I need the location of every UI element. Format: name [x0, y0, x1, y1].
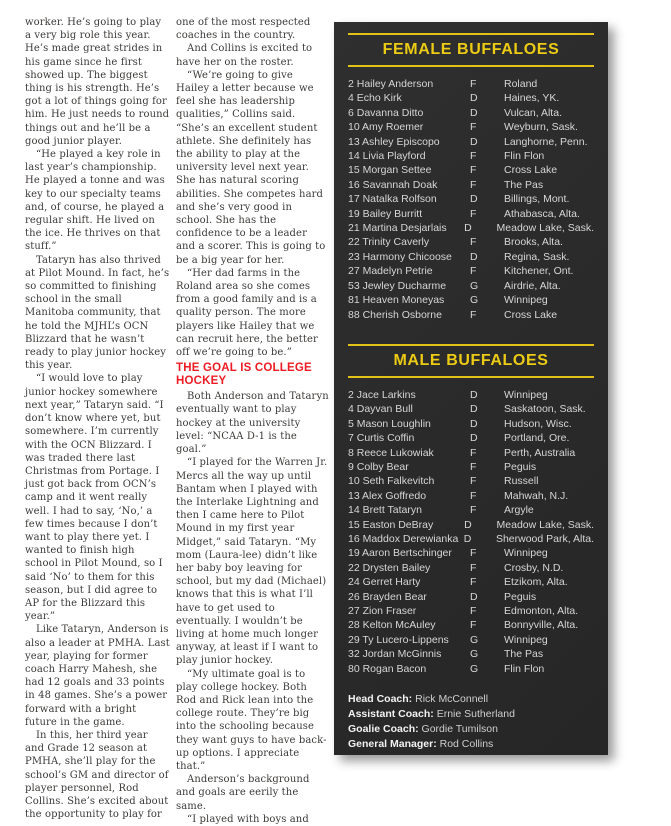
player-hometown: Peguis	[504, 460, 537, 473]
player-number-name: 14 Brett Tataryn	[348, 504, 422, 517]
player-number-name: 16 Savannah Doak	[348, 178, 438, 191]
roster-row	[348, 460, 594, 474]
player-position: F	[470, 207, 477, 220]
player-position: F	[470, 121, 477, 134]
roster-row	[348, 163, 594, 177]
player-number-name: 27 Madelyn Petrie	[348, 265, 433, 278]
player-number-name: 8 Reece Lukowiak	[348, 446, 434, 459]
roster-row	[348, 402, 594, 416]
roster-row	[348, 77, 594, 91]
player-position: D	[470, 106, 478, 119]
player-hometown: Winnipeg	[504, 294, 548, 307]
player-hometown: Peguis	[504, 590, 537, 603]
player-position: D	[470, 135, 478, 148]
roster-row	[348, 575, 594, 589]
player-hometown: Portland, Ore.	[504, 432, 570, 445]
player-position: D	[470, 250, 478, 263]
roster-row	[348, 590, 594, 604]
player-position: F	[470, 308, 477, 321]
player-hometown: Meadow Lake, Sask.	[496, 222, 594, 235]
player-number-name: 15 Easton DeBray	[348, 518, 434, 531]
roster-row	[348, 120, 594, 134]
player-number-name: 7 Curtis Coffin	[348, 432, 415, 445]
roster-row	[348, 91, 594, 105]
player-number-name: 80 Rogan Bacon	[348, 662, 427, 675]
article-paragraph: one of the most respected coaches in the country.	[176, 17, 311, 42]
player-hometown: Brooks, Alta.	[504, 236, 563, 249]
player-number-name: 16 Maddox Derewianka	[348, 532, 459, 545]
player-number-name: 22 Drysten Bailey	[348, 561, 431, 574]
roster-row	[348, 503, 594, 517]
player-hometown: Crosby, N.D.	[504, 561, 564, 574]
roster-row	[348, 250, 594, 264]
player-hometown: Saskatoon, Sask.	[504, 403, 586, 416]
article-paragraph: Like Tataryn, Anderson is also a leader at PMHA. Last year, playing for former coach Harry Mahesh, she had 12 goals and 33 points in 48 games. She’s a power forward with a bright future in the game.	[25, 624, 170, 728]
player-hometown: Russell	[504, 475, 539, 488]
player-position: D	[470, 92, 478, 105]
player-number-name: 24 Gerret Harty	[348, 576, 421, 589]
article-paragraph: And Collins is excited to have her on the roster.	[176, 43, 313, 68]
male-roster-list	[348, 388, 594, 676]
staff-name: Gordie Tumilson	[418, 723, 498, 736]
staff-line	[348, 692, 594, 707]
article-paragraph: “I played with boys and	[187, 813, 309, 825]
player-number-name: 13 Alex Goffredo	[348, 489, 427, 502]
staff-line	[348, 722, 594, 737]
roster-row	[348, 446, 594, 460]
player-position: F	[470, 446, 477, 459]
coaching-staff-list	[348, 692, 594, 752]
player-position: G	[470, 662, 479, 675]
player-position: D	[470, 590, 478, 603]
player-position: F	[470, 576, 477, 589]
roster-row	[348, 279, 594, 293]
player-position: D	[464, 518, 472, 531]
player-number-name: 14 Livia Playford	[348, 150, 426, 163]
article-paragraph: “Her dad farms in the Roland area so she comes from a good family and is a quality person. The more players like Hailey that we can recruit here, the better off we’re going to be.”	[176, 267, 318, 359]
player-number-name: 26 Brayden Bear	[348, 590, 427, 603]
player-number-name: 2 Hailey Anderson	[348, 78, 434, 90]
player-hometown: Sherwood Park, Alta.	[495, 532, 594, 545]
player-position: F	[470, 475, 477, 488]
player-position: F	[470, 265, 477, 278]
roster-row	[348, 308, 594, 322]
female-roster-title: FEMALE BUFFALOES	[382, 41, 560, 58]
divider-rule	[348, 376, 594, 378]
roster-row	[348, 192, 594, 206]
player-number-name: 13 Ashley Episcopo	[348, 135, 440, 148]
player-hometown: The Pas	[504, 178, 544, 191]
player-number-name: 19 Aaron Bertschinger	[348, 547, 452, 560]
player-position: D	[470, 417, 478, 430]
divider-rule	[348, 65, 594, 67]
roster-row	[348, 604, 594, 618]
roster-row	[348, 207, 594, 221]
roster-row	[348, 149, 594, 163]
player-number-name: 28 Kelton McAuley	[348, 619, 436, 632]
roster-row	[348, 633, 594, 647]
player-hometown: Hudson, Wisc.	[504, 417, 572, 430]
player-hometown: Vulcan, Alta.	[504, 106, 562, 119]
player-number-name: 81 Heaven Moneyas	[348, 294, 445, 307]
player-hometown: Winnipeg	[504, 388, 548, 401]
article-paragraph: Both Anderson and Tataryn eventually want to play hockey at the university level: “NCAA D-1 is the goal.”	[176, 391, 329, 456]
player-position: F	[470, 489, 477, 502]
roster-row	[348, 417, 594, 431]
staff-name: Ernie Sutherland	[433, 708, 515, 721]
player-number-name: 10 Amy Roemer	[348, 121, 424, 134]
player-number-name: 22 Trinity Caverly	[348, 236, 430, 249]
roster-row	[348, 474, 594, 488]
roster-row	[348, 532, 594, 546]
player-hometown: Langhorne, Penn.	[504, 135, 588, 148]
player-position: G	[470, 294, 479, 307]
player-hometown: Athabasca, Alta.	[504, 207, 580, 220]
player-position: F	[470, 619, 477, 632]
player-hometown: Weyburn, Sask.	[504, 121, 578, 134]
roster-row	[348, 518, 594, 532]
roster-row	[348, 546, 594, 560]
article-column-left	[25, 16, 170, 821]
player-hometown: Perth, Australia	[504, 446, 576, 459]
roster-row	[348, 561, 594, 575]
player-hometown: Meadow Lake, Sask.	[496, 518, 594, 531]
roster-row	[348, 293, 594, 307]
player-position: F	[470, 150, 477, 163]
roster-row	[348, 106, 594, 120]
player-hometown: Edmonton, Alta.	[504, 605, 579, 617]
player-hometown: Mahwah, N.J.	[504, 489, 569, 502]
player-position: F	[470, 178, 477, 191]
player-hometown: Billings, Mont.	[504, 193, 570, 206]
roster-row	[348, 135, 594, 149]
roster-row	[348, 489, 594, 503]
article-paragraph: In this, her third year and Grade 12 season at PMHA, she’ll play for the school’s GM and director of player personnel, Rod Collins. She’s excited about the opportunity to play for	[25, 729, 169, 821]
player-hometown: Argyle	[504, 504, 534, 517]
player-number-name: 88 Cherish Osborne	[348, 308, 442, 321]
roster-row	[348, 647, 594, 661]
player-number-name: 29 Ty Lucero-Lippens	[348, 633, 449, 646]
roster-row	[348, 388, 594, 402]
player-position: D	[470, 193, 478, 206]
player-hometown: The Pas	[504, 648, 544, 661]
player-hometown: Haines, YK.	[504, 92, 560, 105]
player-hometown: Etzikom, Alta.	[504, 576, 568, 589]
article-paragraph: “I would love to play junior hockey somewhere next year,” Tataryn said. “I don’t know where yet, but somewhere. I’m currently with the OCN Blizzard. I was traded there last Christmas from Portage. I just got back from OCN’s camp and it went really well. I had to say, ‘No,’ a few times because I don’t want to play there yet. I wanted to finish high school in Pilot Mound, so I said ‘No’ to them for this season, but I did agree to AP for the Blizzard this year.”	[25, 373, 164, 623]
staff-line	[348, 707, 594, 722]
player-position: F	[470, 605, 477, 617]
player-position: F	[470, 547, 477, 560]
player-hometown: Kitchener, Ont.	[504, 265, 574, 278]
player-number-name: 2 Jace Larkins	[348, 388, 416, 401]
player-position: F	[470, 460, 477, 473]
staff-name: Rick McConnell	[412, 693, 489, 706]
staff-line	[348, 737, 594, 752]
roster-panel	[334, 22, 608, 755]
player-hometown: Roland	[504, 78, 538, 90]
article-paragraph: “We’re going to give Hailey a letter because we feel she has leadership qualities,” Collins said. “She’s an excellent student athlete. She definitely has the ability to play at the university level next year. She has natural scoring abilities. She competes hard and she’s very good in school. She has the confidence to be a leader and a scorer. This is going to be a big year for her.	[176, 69, 326, 266]
player-hometown: Regina, Sask.	[504, 250, 570, 263]
female-roster-list	[348, 77, 594, 322]
section-heading-college-hockey: THE GOAL IS COLLEGE HOCKEY	[176, 362, 312, 388]
player-hometown: Flin Flon	[504, 662, 545, 675]
player-number-name: 21 Martina Desjarlais	[348, 222, 447, 235]
article-column-right	[176, 16, 329, 826]
player-number-name: 53 Jewley Ducharme	[348, 279, 447, 292]
player-position: D	[464, 222, 472, 235]
roster-row	[348, 662, 594, 676]
player-hometown: Cross Lake	[504, 164, 558, 177]
article-paragraph: Tataryn has also thrived at Pilot Mound. In fact, he’s so committed to finishing school in the small Manitoba community, that he told the MJHL’s OCN Blizzard that he wasn’t ready to play junior hockey this year.	[25, 254, 170, 372]
player-position: G	[470, 648, 479, 661]
player-position: F	[470, 236, 477, 249]
player-number-name: 23 Harmony Chicoose	[348, 250, 452, 263]
player-number-name: 17 Natalka Rolfson	[348, 193, 437, 206]
player-position: G	[470, 279, 479, 292]
player-number-name: 19 Bailey Burritt	[348, 207, 423, 220]
article-paragraph: “I played for the Warren Jr. Mercs all the way up until Bantam when I played with the Interlake Lightning and then I came here to Pilot Mound in my first year Midget,” said Tataryn. “My mom (Laura-lee) didn’t like her baby boy leaving for school, but my dad (Michael) knows that this is what I’ll have to get used to eventually. I wouldn’t be living at home much longer anyway, at least if I want to play junior hockey.	[176, 457, 328, 667]
staff-role-label: General Manager:	[348, 738, 437, 751]
player-number-name: 10 Seth Falkevitch	[348, 475, 435, 488]
article-paragraph: “My ultimate goal is to play college hockey. Both Rod and Rick lean into the college route. They’re big into the schooling because they want guys to have back-up options. I appreciate that.”	[176, 668, 327, 772]
roster-row	[348, 618, 594, 632]
article-paragraph: Anderson’s background and goals are eerily the same.	[176, 774, 310, 812]
player-position: D	[470, 432, 478, 445]
roster-row	[348, 235, 594, 249]
player-number-name: 15 Morgan Settee	[348, 164, 432, 177]
roster-row	[348, 431, 594, 445]
staff-role-label: Assistant Coach:	[348, 708, 434, 721]
player-position: F	[470, 164, 477, 177]
player-hometown: Airdrie, Alta.	[504, 279, 561, 292]
player-number-name: 6 Davanna Ditto	[348, 106, 424, 119]
player-position: F	[470, 504, 477, 517]
staff-role-label: Goalie Coach:	[348, 723, 419, 736]
player-position: F	[470, 78, 477, 90]
player-position: G	[470, 633, 479, 646]
player-number-name: 5 Mason Loughlin	[348, 417, 431, 430]
staff-name: Rod Collins	[436, 738, 494, 751]
male-roster-title: MALE BUFFALOES	[393, 351, 549, 369]
player-hometown: Winnipeg	[504, 633, 548, 646]
player-position: D	[470, 388, 478, 401]
player-hometown: Winnipeg	[504, 547, 548, 560]
roster-row	[348, 178, 594, 192]
player-number-name: 32 Jordan McGinnis	[348, 648, 442, 661]
player-hometown: Cross Lake	[504, 308, 558, 321]
player-position: F	[470, 561, 477, 574]
player-number-name: 4 Echo Kirk	[348, 92, 402, 105]
player-position: D	[463, 532, 472, 545]
player-position: D	[470, 403, 478, 416]
player-hometown: Flin Flon	[504, 150, 545, 163]
player-number-name: 27 Zion Fraser	[348, 605, 417, 617]
player-number-name: 4 Dayvan Bull	[348, 403, 413, 416]
staff-role-label: Head Coach:	[348, 693, 413, 706]
article-paragraph: “He played a key role in last year’s championship. He played a tonne and was key to our specialty teams and, of course, he played a regular shift. He lived on the ice. He thrives on that stuff.”	[25, 149, 165, 253]
player-number-name: 9 Colby Bear	[348, 460, 409, 473]
roster-row	[348, 221, 594, 235]
player-hometown: Bonnyville, Alta.	[504, 619, 579, 632]
article-paragraph: worker. He’s going to play a very big role this year. He’s made great strides in his game since he first showed up. The biggest thing is his strength. He’s got a lot of things going for him. He just needs to round things out and he’ll be a good junior player.	[25, 17, 170, 147]
roster-row	[348, 264, 594, 278]
